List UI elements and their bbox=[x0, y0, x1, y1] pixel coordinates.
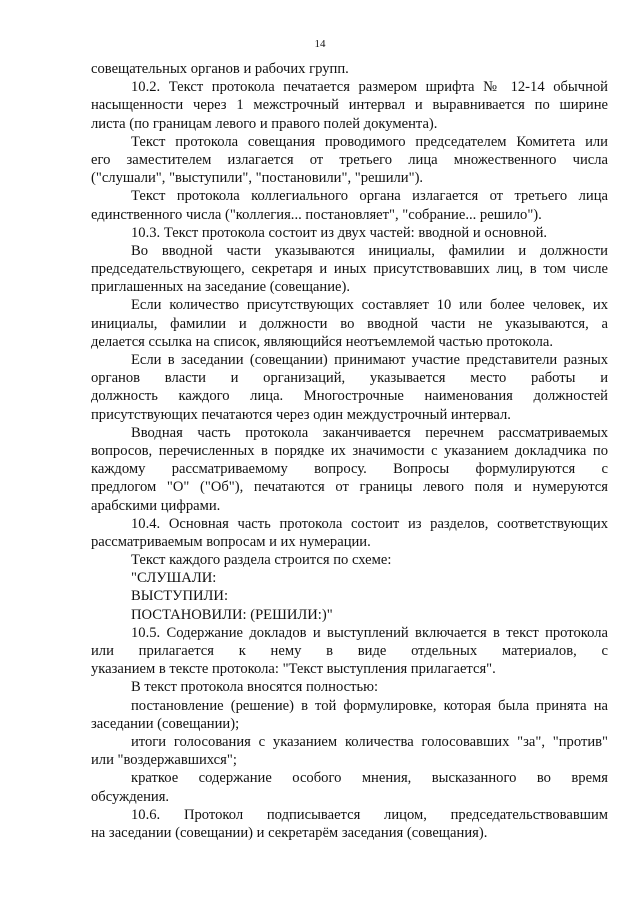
text-line: указанием в тексте протокола: "Текст выступления прилагается". bbox=[91, 661, 496, 678]
text-line: инициалы, фамилии и должности во вводной части не указываются, а bbox=[91, 315, 608, 332]
text-line: постановление (решение) в той формулировке, которая была принята на bbox=[131, 697, 608, 714]
text-line: приглашенных на заседание (совещание). bbox=[91, 279, 351, 296]
text-line: 10.4. Основная часть протокола состоит из разделов, соответствующих bbox=[131, 515, 608, 532]
text-line: присутствующих печатаются через один междустрочный интервал. bbox=[91, 406, 511, 423]
text-line: Во вводной части указываются инициалы, фамилии и должности bbox=[131, 242, 608, 259]
text-line: предлогом "О" ("Об"), печатаются от границы левого поля и нумеруются bbox=[91, 479, 608, 496]
text-line: Если количество присутствующих составляет 10 или более человек, их bbox=[131, 297, 608, 314]
text-line: или прилагается к нему в виде отдельных материалов, с bbox=[91, 643, 608, 659]
text-line: листа (по границам левого и правого полей документа). bbox=[91, 115, 438, 132]
text-line: 10.3. Текст протокола состоит из двух частей: вводной и основной. bbox=[131, 224, 548, 241]
text-line: обсуждения. bbox=[91, 788, 170, 805]
text-line: арабскими цифрами. bbox=[91, 497, 221, 514]
text-line: 10.6. Протокол подписывается лицом, председательствовавшим bbox=[131, 806, 608, 823]
text-line: на заседании (совещании) и секретарём заседания (совещания). bbox=[91, 824, 488, 841]
text-line: Текст каждого раздела строится по схеме: bbox=[131, 552, 392, 569]
text-line: совещательных органов и рабочих групп. bbox=[91, 61, 349, 77]
text-line: органов власти и организаций, указывается место работы и bbox=[91, 370, 608, 387]
text-line: каждому рассматриваемому вопросу. Вопросы формулируются с bbox=[91, 461, 608, 478]
document-body bbox=[91, 60, 608, 842]
text-line: вопросов, перечисленных в порядке их значимости с указанием докладчика по bbox=[91, 442, 608, 459]
text-line: ВЫСТУПИЛИ: bbox=[131, 588, 229, 605]
text-line: заседании (совещании); bbox=[91, 715, 240, 732]
text-line: или "воздержавшихся"; bbox=[91, 752, 237, 769]
text-line: итоги голосования с указанием количества голосовавших "за", "против" bbox=[131, 733, 608, 750]
text-line: Вводная часть протокола заканчивается перечнем рассматриваемых bbox=[131, 424, 608, 441]
text-line: "СЛУШАЛИ: bbox=[131, 570, 217, 587]
text-line: Текст протокола коллегиального органа излагается от третьего лица bbox=[131, 188, 608, 205]
text-line: 10.2. Текст протокола печатается размером шрифта № 12-14 обычной bbox=[131, 79, 608, 96]
text-line: краткое содержание особого мнения, высказанного во время bbox=[131, 770, 608, 787]
text-line: В текст протокола вносятся полностью: bbox=[131, 679, 379, 696]
text-line: председательствующего, секретаря и иных присутствовавших лиц, в том числе bbox=[91, 261, 608, 278]
text-line: его заместителем излагается от третьего лица множественного числа bbox=[91, 151, 608, 168]
text-line: насыщенности через 1 межстрочный интервал и выравнивается по ширине bbox=[91, 97, 608, 114]
text-line: делается ссылка на список, являющийся неотъемлемой частью протокола. bbox=[91, 333, 553, 350]
text-line: 10.5. Содержание докладов и выступлений включается в текст протокола bbox=[131, 624, 608, 641]
text-line: должность каждого лица. Многострочные наименования должностей bbox=[91, 388, 608, 405]
text-line: единственного числа ("коллегия... постановляет", "собрание... решило"). bbox=[91, 206, 542, 223]
text-line: ПОСТАНОВИЛИ: (РЕШИЛИ:)" bbox=[131, 606, 333, 623]
text-line: ("слушали", "выступили", "постановили", "решили"). bbox=[91, 170, 424, 187]
page-number: 14 bbox=[314, 38, 326, 50]
text-line: Если в заседании (совещании) принимают участие представители разных bbox=[131, 352, 608, 368]
text-line: рассматриваемым вопросам и их нумерации. bbox=[91, 533, 371, 550]
text-line: Текст протокола совещания проводимого председателем Комитета или bbox=[131, 133, 608, 150]
